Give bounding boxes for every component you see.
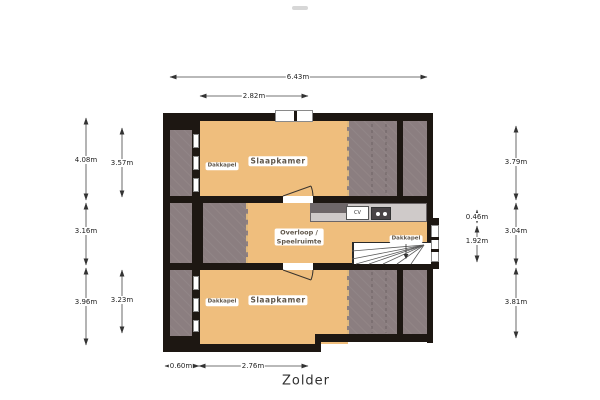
window-dormer-top-1	[193, 134, 199, 148]
dim-top-dormer: 2.82m	[242, 92, 266, 100]
wall-h2-left	[163, 263, 283, 270]
wall-h1-left	[163, 196, 283, 203]
dim-right-inner-top: 0.46m	[465, 213, 489, 221]
wall-corner-bottom-left	[170, 336, 196, 344]
room-label-dormer-bottom: Dakkapel	[207, 298, 237, 305]
dim-right-inner-bottom: 1.92m	[465, 237, 489, 245]
window-top-wall-mullion	[294, 111, 297, 121]
dim-bottom-left: 0.60m	[169, 362, 193, 370]
dim-left-outer-bottom: 3.96m	[74, 298, 98, 306]
roof-slope-right-bottom-b	[403, 270, 427, 336]
washer-icon	[371, 207, 391, 220]
stairs	[352, 242, 431, 264]
window-dormer-bottom-3	[193, 320, 199, 332]
dim-right-outer-middle: 3.04m	[504, 227, 528, 235]
roof-slope-left-top	[170, 128, 192, 196]
dim-left-inner-bottom: 3.23m	[110, 296, 134, 304]
washer-dot-1	[376, 212, 380, 216]
wall-v-bottom-right	[397, 270, 403, 336]
window-dormer-right-mullion-2	[431, 249, 439, 252]
counter-dark-section	[310, 203, 348, 213]
wall-h1-right	[313, 196, 433, 203]
roof-slope-right-top-b	[403, 121, 427, 196]
wall-dormer-middle	[192, 203, 203, 263]
window-dormer-bottom-2	[193, 298, 199, 312]
wall-bottom-left	[163, 344, 321, 352]
dim-left-inner-top: 3.57m	[110, 159, 134, 167]
boiler-unit	[346, 206, 369, 220]
dim-top-total: 6.43m	[286, 73, 310, 81]
wall-h2-right	[313, 263, 433, 270]
washer-dot-2	[383, 212, 387, 216]
boiler-label: CV	[354, 209, 361, 216]
floor-title: Zolder	[281, 373, 331, 389]
wall-dormer-right-top	[427, 218, 439, 225]
roof-slope-right-bottom-a	[347, 270, 397, 336]
wall-bottom-right	[315, 334, 433, 342]
roof-slope-left-middle	[170, 203, 248, 263]
wall-bottom-step	[315, 334, 321, 352]
window-dormer-top-3	[193, 178, 199, 192]
dim-bottom-right: 2.76m	[241, 362, 265, 370]
roof-slope-left-bottom	[170, 270, 192, 336]
dim-left-outer-middle: 3.16m	[74, 227, 98, 235]
wall-v-top-right	[397, 121, 403, 196]
dim-right-outer-top: 3.79m	[504, 158, 528, 166]
room-label-landing	[275, 229, 324, 246]
watermark-mark	[292, 6, 308, 10]
window-dormer-right-mullion-1	[431, 237, 439, 240]
window-dormer-top-2	[193, 156, 199, 170]
room-label-bedroom-top: Slaapkamer	[250, 156, 306, 166]
landing-label-line2: Speelruimte	[276, 237, 322, 245]
roof-slope-right-top-a	[347, 121, 397, 196]
dim-left-outer-top: 4.08m	[74, 156, 98, 164]
room-label-bedroom-bottom: Slaapkamer	[250, 295, 306, 305]
landing-label-line1: Overloop /	[280, 228, 318, 237]
window-dormer-right	[431, 225, 439, 262]
dim-right-outer-bottom: 3.81m	[504, 298, 528, 306]
wall-left	[163, 113, 170, 352]
room-label-dormer-right: Dakkapel	[391, 235, 421, 242]
room-label-dormer-top: Dakkapel	[207, 162, 237, 169]
wall-corner-top-left	[170, 121, 196, 130]
floor-bedroom-bottom	[196, 270, 348, 344]
window-dormer-bottom-1	[193, 276, 199, 290]
